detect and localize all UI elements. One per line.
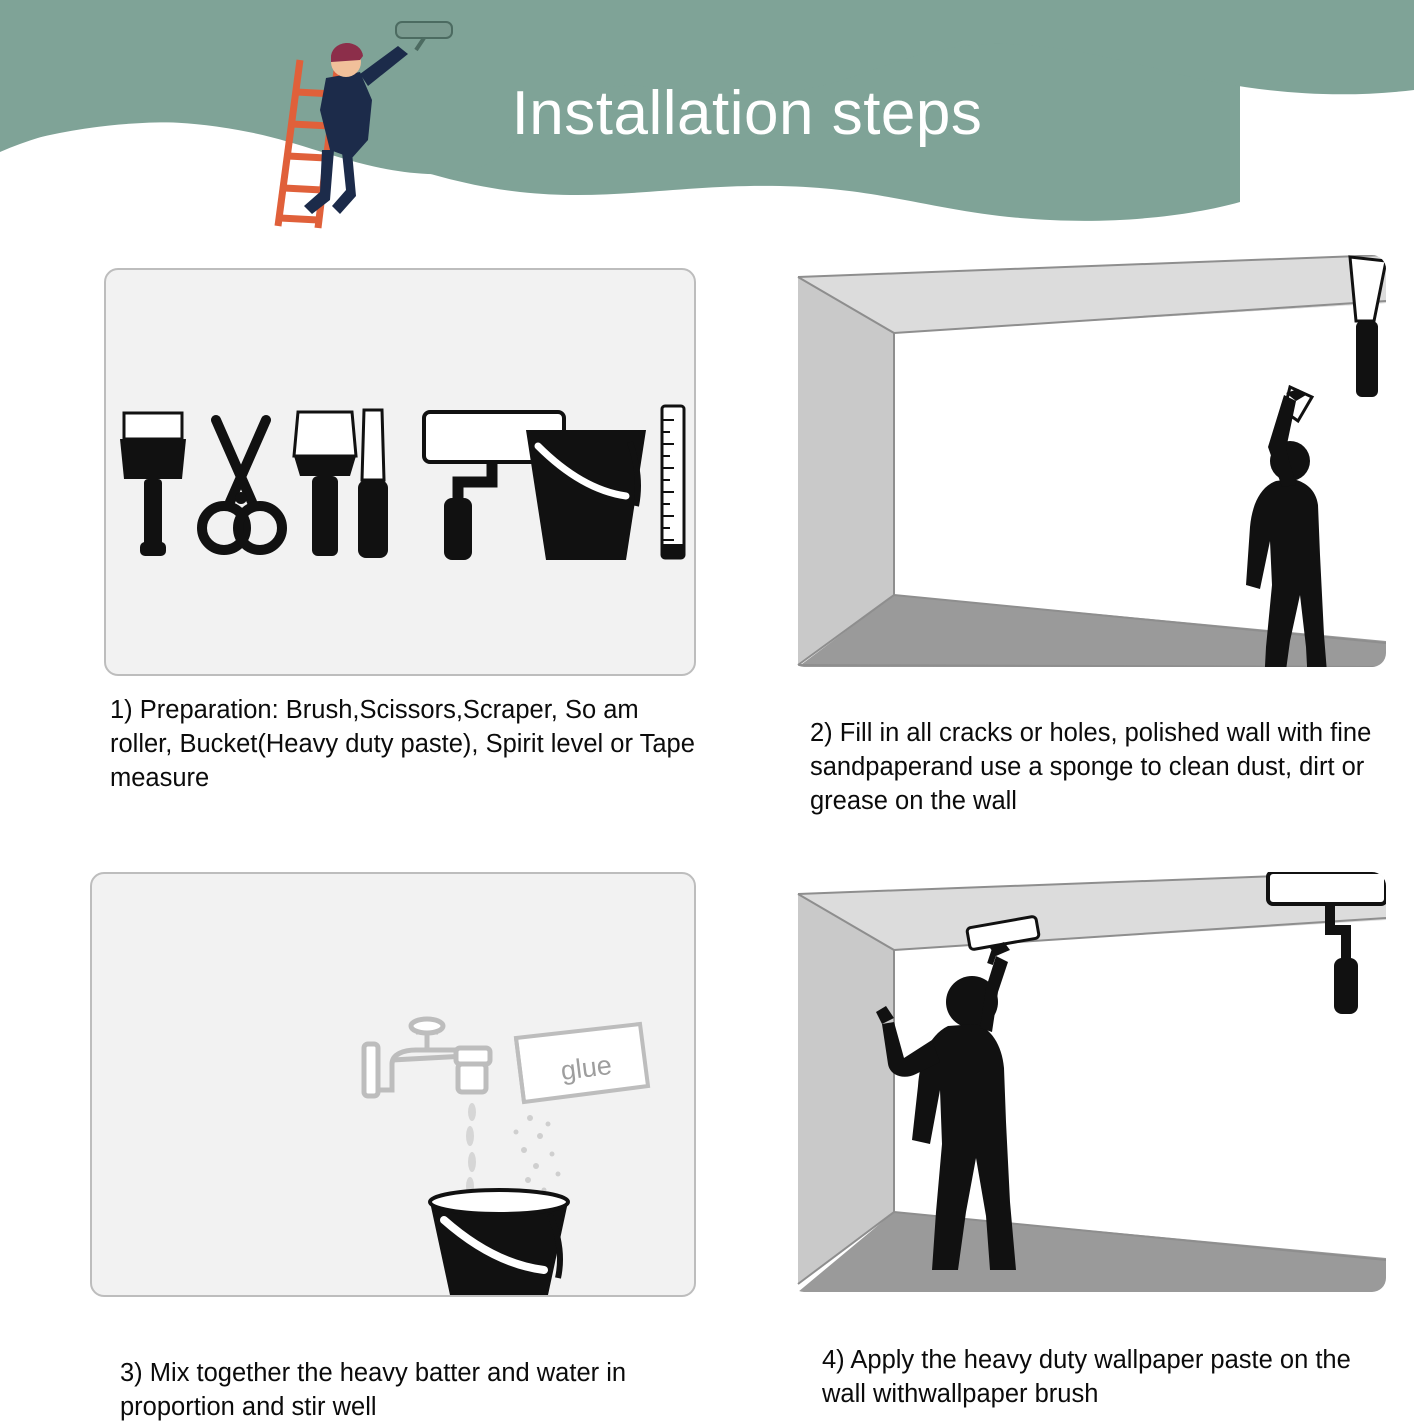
header-banner	[0, 0, 1414, 258]
tools-row-icon	[106, 270, 694, 674]
step-3-caption	[120, 1357, 696, 1425]
step-3-illustration-panel	[90, 872, 696, 1297]
step-2	[790, 255, 1390, 819]
step-2-number: 2)	[810, 719, 833, 747]
bucket-icon	[526, 430, 646, 560]
brush-icon	[120, 413, 186, 556]
glue-label: glue	[559, 1049, 614, 1086]
step-2-illustration-panel	[790, 255, 1386, 667]
step-1-caption	[110, 694, 696, 796]
step-3	[90, 872, 696, 1425]
step-1-number: 1)	[110, 696, 133, 724]
step-3-text: Mix together the heavy batter and water in proportion and stir well	[120, 1359, 627, 1421]
bucket-icon	[430, 1190, 568, 1295]
knife-icon	[358, 410, 388, 558]
step-3-number: 3)	[120, 1359, 143, 1387]
step-1-text: Preparation: Brush,Scissors,Scraper, So am roller, Bucket(Heavy duty paste), Spirit level or Tape measure	[110, 696, 695, 792]
faucet-icon	[364, 1019, 490, 1096]
step-4-text: Apply the heavy duty wallpaper paste on the wall withwallpaper brush	[822, 1346, 1351, 1408]
step-2-caption	[810, 717, 1390, 819]
tape-measure-icon	[662, 406, 684, 558]
scraper-icon	[294, 412, 356, 556]
step-4-number: 4)	[822, 1346, 845, 1374]
person-sanding-wall-icon	[790, 255, 1386, 667]
step-4-caption	[822, 1344, 1390, 1412]
step-1	[104, 268, 696, 796]
step-4-illustration-panel	[790, 872, 1386, 1292]
step-4	[790, 872, 1390, 1412]
faucet-glue-bucket-icon	[92, 874, 694, 1295]
page-title: Installation steps	[511, 79, 983, 148]
scissors-icon	[202, 420, 282, 550]
glue-packet-icon	[516, 1024, 648, 1102]
step-2-text: Fill in all cracks or holes, polished wall with fine sandpaperand use a sponge to clean dust, dirt or grease on the wall	[810, 719, 1372, 815]
step-1-illustration-panel	[104, 268, 696, 676]
person-rolling-paste-icon	[790, 872, 1386, 1292]
water-stream	[466, 1103, 476, 1195]
